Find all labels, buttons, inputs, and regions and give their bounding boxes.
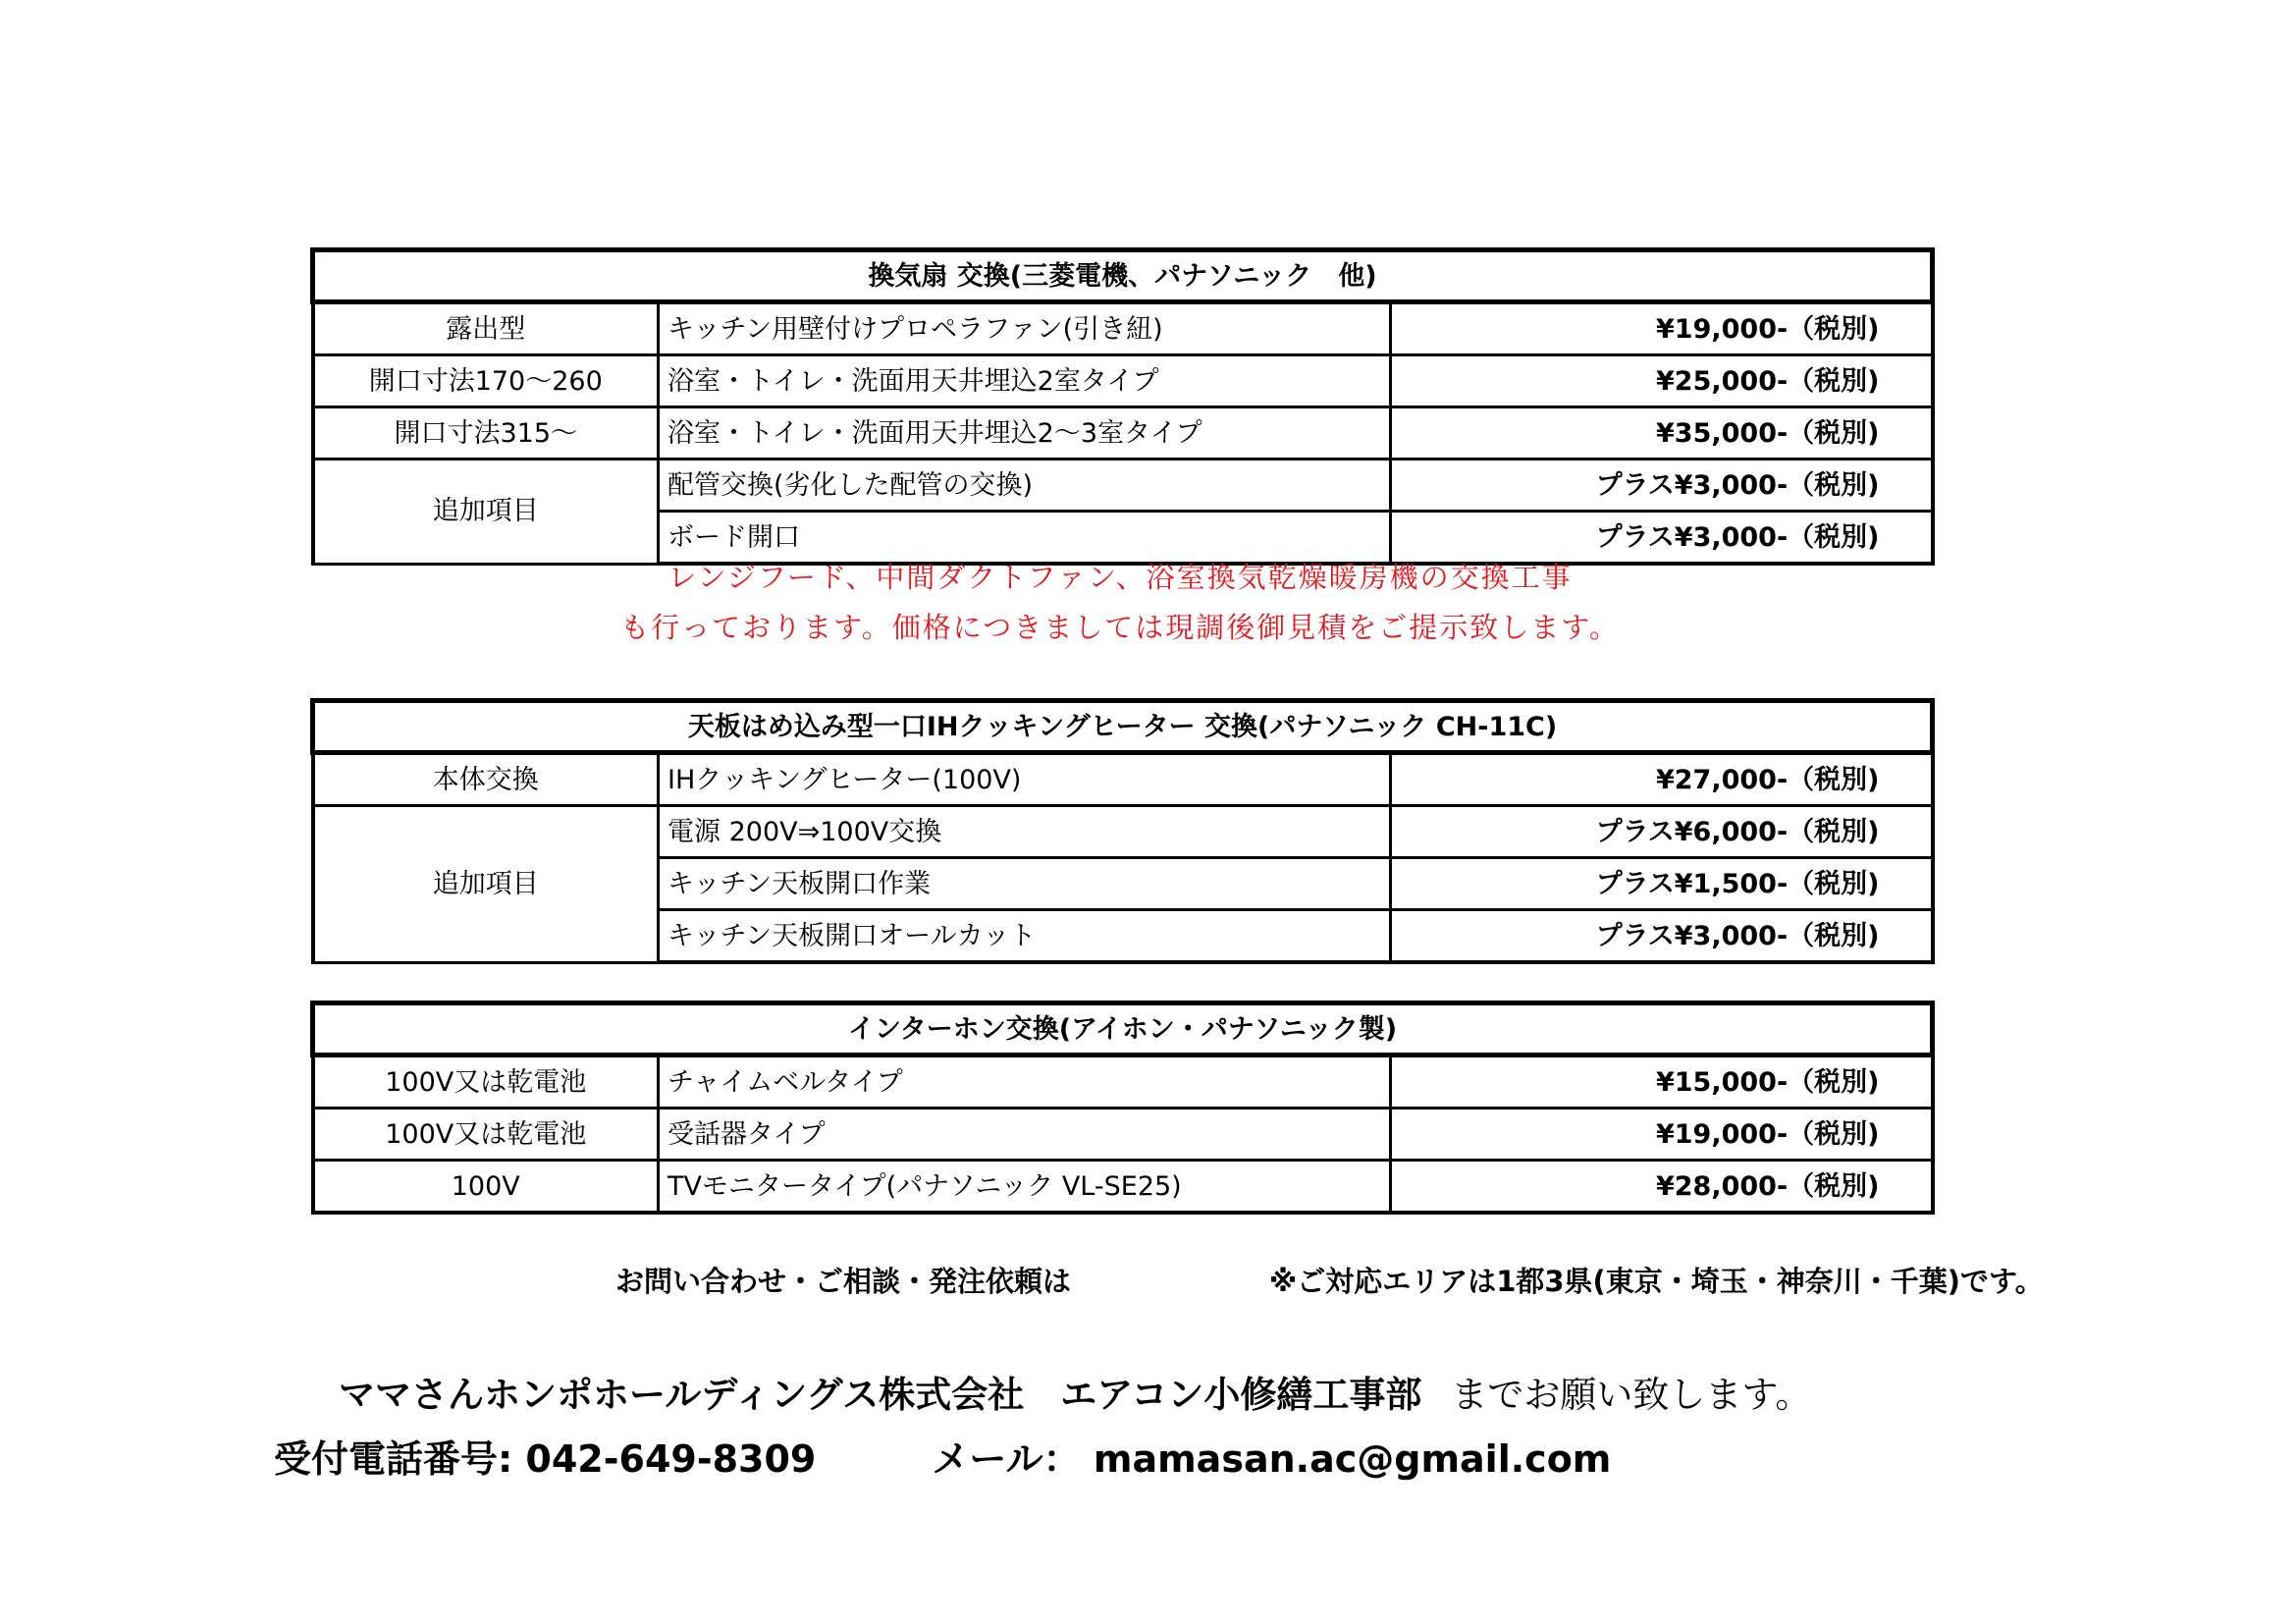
row-price: プラス¥3,000-（税別) — [1391, 512, 1933, 565]
row-price: ¥19,000-（税別) — [1391, 302, 1933, 355]
table-row — [313, 355, 1933, 407]
row-price: プラス¥1,500-（税別) — [1391, 858, 1933, 910]
row-type: 開口寸法315～ — [313, 407, 659, 460]
row-type: 開口寸法170～260 — [313, 355, 659, 407]
row-price: ¥19,000-（税別) — [1391, 1109, 1933, 1161]
ventilation-table-title: 換気扇 交換(三菱電機、パナソニック 他) — [313, 250, 1933, 302]
row-description: キッチン用壁付けプロペラファン(引き紐) — [659, 302, 1391, 355]
row-type: 露出型 — [313, 302, 659, 355]
table-row — [313, 460, 1933, 512]
notice-line-1: レンジフード、中間ダクトファン、浴室換気乾燥暖房機の交換工事 — [667, 561, 1573, 594]
intercom-table-title: インターホン交換(アイホン・パナソニック製) — [313, 1003, 1933, 1056]
extra-items-label: 追加項目 — [313, 806, 659, 963]
row-type: 100V — [313, 1161, 659, 1214]
row-price: プラス¥3,000-（税別) — [1391, 910, 1933, 963]
table-row — [313, 806, 1933, 858]
phone-number: 受付電話番号: 042-649-8309 — [274, 1437, 817, 1481]
row-description: 電源 200V⇒100V交換 — [659, 806, 1391, 858]
company-tail-text: までお願い致します。 — [1451, 1374, 1812, 1416]
intercom-price-table — [310, 1001, 1935, 1215]
extra-items-label: 追加項目 — [313, 460, 659, 565]
row-price: プラス¥6,000-（税別) — [1391, 806, 1933, 858]
row-price: ¥25,000-（税別) — [1391, 355, 1933, 407]
table-row — [313, 1056, 1933, 1109]
row-type: 本体交換 — [313, 753, 659, 806]
table-row — [313, 753, 1933, 806]
ih-table-title: 天板はめ込み型一口IHクッキングヒーター 交換(パナソニック CH-11C) — [313, 701, 1933, 753]
row-description: 受話器タイプ — [659, 1109, 1391, 1161]
row-description: 浴室・トイレ・洗面用天井埋込2室タイプ — [659, 355, 1391, 407]
notice-line-2: も行っております。価格につきましては現調後御見積をご提示致します。 — [620, 611, 1620, 644]
row-type: 100V又は乾電池 — [313, 1109, 659, 1161]
row-price: ¥15,000-（税別) — [1391, 1056, 1933, 1109]
email-address: メール： mamasan.ac@gmail.com — [932, 1437, 1612, 1481]
row-description: 配管交換(劣化した配管の交換) — [659, 460, 1391, 512]
company-name: ママさんホンポホールディングス株式会社 エアコン小修繕工事部 — [339, 1374, 1422, 1416]
table-row — [313, 302, 1933, 355]
row-description: TVモニタータイプ(パナソニック VL-SE25) — [659, 1161, 1391, 1214]
ventilation-fan-price-table — [310, 247, 1935, 566]
row-description: IHクッキングヒーター(100V) — [659, 753, 1391, 806]
row-description: チャイムベルタイプ — [659, 1056, 1391, 1109]
table-row — [313, 1161, 1933, 1214]
row-description: キッチン天板開口オールカット — [659, 910, 1391, 963]
row-price: ¥28,000-（税別) — [1391, 1161, 1933, 1214]
row-description: キッチン天板開口作業 — [659, 858, 1391, 910]
row-price: プラス¥3,000-（税別) — [1391, 460, 1933, 512]
row-price: ¥35,000-（税別) — [1391, 407, 1933, 460]
ih-heater-price-table — [310, 698, 1935, 964]
row-description: ボード開口 — [659, 512, 1391, 565]
service-area-text: ※ご対応エリアは1都3県(東京・埼玉・神奈川・千葉)です。 — [1269, 1265, 2044, 1298]
table-row — [313, 407, 1933, 460]
row-price: ¥27,000-（税別) — [1391, 753, 1933, 806]
inquiry-text: お問い合わせ・ご相談・発注依頼は — [615, 1265, 1072, 1298]
table-row — [313, 1109, 1933, 1161]
contact-line — [274, 1429, 1611, 1483]
row-type: 100V又は乾電池 — [313, 1056, 659, 1109]
row-description: 浴室・トイレ・洗面用天井埋込2～3室タイプ — [659, 407, 1391, 460]
company-line — [339, 1365, 1811, 1418]
